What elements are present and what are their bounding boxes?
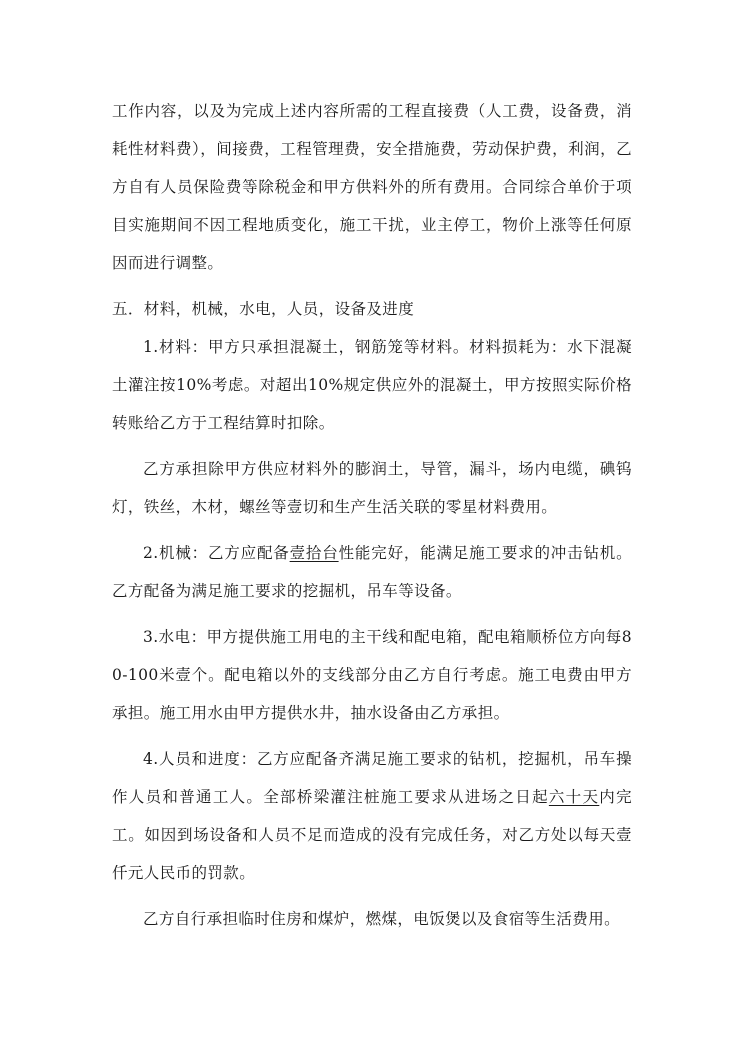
paragraph-materials-supplier [112, 450, 632, 526]
paragraph-living-costs [112, 900, 632, 938]
paragraph-text: 4.人员和进度：乙方应配备齐满足施工要求的钻机，挖掘机，吊车操作人员和普通工人。全部桥梁灌注桩施工要求从进场之日起 [112, 750, 632, 806]
underlined-deadline: 六十天 [548, 788, 600, 806]
paragraph-scope-costs [112, 92, 632, 282]
paragraph-text: 3.水电：甲方提供施工用电的主干线和配电箱，配电箱顺桥位方向每80-100米壹个。配电箱以外的支线部分由乙方自行考虑。施工电费由甲方承担。施工用水由甲方提供水井，抽水设备由乙方承担。 [112, 628, 632, 722]
paragraph-materials [112, 328, 632, 442]
section-heading-text: 五．材料，机械，水电，人员，设备及进度 [112, 300, 415, 318]
paragraph-text: 内完工。如因到场设备和人员不足而造成的没有完成任务，对乙方处以每天壹仟元人民币的罚款。 [112, 788, 632, 882]
document-page [112, 92, 632, 946]
paragraph-personnel-schedule [112, 740, 632, 892]
paragraph-utilities [112, 618, 632, 732]
section-heading [112, 290, 632, 328]
paragraph-text: 工作内容，以及为完成上述内容所需的工程直接费（人工费，设备费，消耗性材料费），间接费，工程管理费，安全措施费，劳动保护费，利润，乙方自有人员保险费等除税金和甲方供料外的所有费用。合同综合单价于项目实施期间不因工程地质变化，施工干扰，业主停工，物价上涨等任何原因而进行调整。 [112, 102, 632, 272]
paragraph-text: 乙方承担除甲方供应材料外的膨润土，导管，漏斗，场内电缆，碘钨灯，铁丝，木材，螺丝等壹切和生产生活关联的零星材料费用。 [112, 460, 632, 516]
paragraph-text: 性能完好，能满足施工要求的冲击钻机。乙方配备为满足施工要求的挖掘机，吊车等设备。 [112, 544, 633, 600]
paragraph-text: 乙方自行承担临时住房和煤炉，燃煤，电饭煲以及食宿等生活费用。 [143, 910, 621, 928]
underlined-quantity: 壹拾台 [289, 544, 339, 562]
paragraph-text: 2.机械：乙方应配备 [143, 544, 290, 562]
paragraph-text: 1.材料：甲方只承担混凝土，钢筋笼等材料。材料损耗为：水下混凝土灌注按10%考虑。对超出10%规定供应外的混凝土，甲方按照实际价格转账给乙方于工程结算时扣除。 [112, 338, 632, 432]
paragraph-machinery [112, 534, 632, 610]
